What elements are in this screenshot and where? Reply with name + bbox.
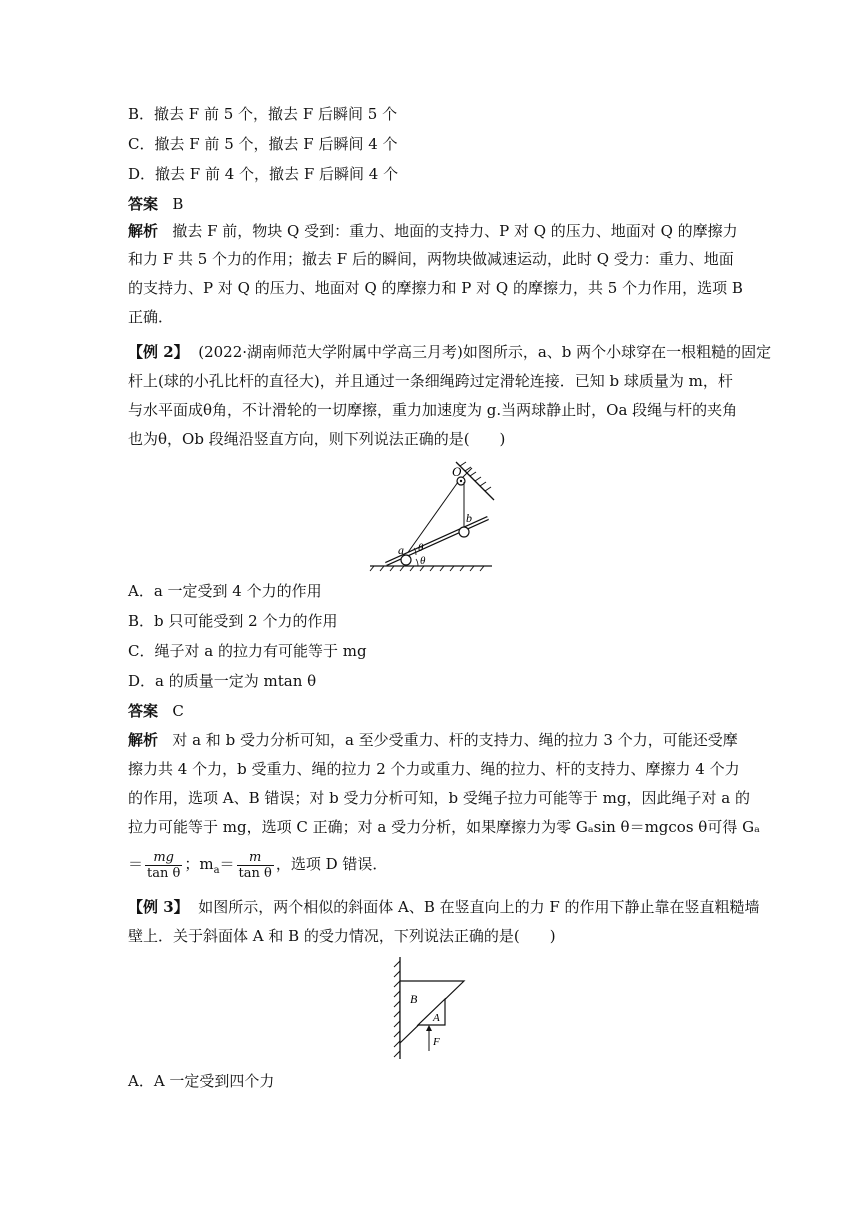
example-2-line-3: 与水平面成θ角，不计滑轮的一切摩擦，重力加速度为 g.当两球静止时，Oa 段绳与杆的夹角 xyxy=(128,401,738,419)
fraction-denominator-2: tan θ xyxy=(238,865,272,881)
formula-separator: ；m xyxy=(184,855,214,873)
fraction-numerator: mg xyxy=(145,850,182,866)
answer-row xyxy=(128,194,183,214)
label-f-force: F xyxy=(433,1036,440,1048)
example-3-text: 如图所示，两个相似的斜面体 A、B 在竖直向上的力 F 的作用下静止靠在竖直粗糙墙 xyxy=(198,898,760,916)
option-d: D．撤去 F 前 4 个，撤去 F 后瞬间 4 个 xyxy=(128,165,399,183)
label-theta-rope: θ xyxy=(418,542,424,554)
ex2-option-c: C．绳子对 a 的拉力有可能等于 mg xyxy=(128,642,367,660)
option-b: B．撤去 F 前 5 个，撤去 F 后瞬间 5 个 xyxy=(128,105,398,123)
analysis-label: 解析 xyxy=(128,222,159,240)
label-theta-ground: θ xyxy=(420,555,426,567)
fraction-m-tan xyxy=(237,850,274,881)
analysis-line-1 xyxy=(128,221,738,241)
ex2-analysis-line-1 xyxy=(128,730,738,750)
example-3-line-1 xyxy=(128,897,760,917)
fraction-mg-tan xyxy=(145,850,182,881)
ex2-analysis-line-4: 拉力可能等于 mg，选项 C 正确；对 a 受力分析，如果摩擦力为零 Gₐsin θ＝mgcos θ可得 Gₐ xyxy=(128,818,760,836)
formula-tail: ，选项 D 错误． xyxy=(275,855,388,873)
ex2-option-d: D．a 的质量一定为 mtan θ xyxy=(128,672,317,690)
formula-equals-2: ＝ xyxy=(219,855,235,873)
ex2-analysis-label: 解析 xyxy=(128,731,159,749)
fraction-numerator-2: m xyxy=(237,850,274,866)
label-o: O xyxy=(452,464,462,479)
example-2-label: 【例 2】 xyxy=(128,343,189,361)
example-3-label: 【例 3】 xyxy=(128,898,189,916)
example-2-line-4: 也为θ，Ob 段绳沿竖直方向，则下列说法正确的是( ) xyxy=(128,430,506,448)
example-2-line-1 xyxy=(128,342,771,362)
label-a-wedge: A xyxy=(433,1012,440,1024)
analysis-line-2: 和力 F 共 5 个力的作用；撤去 F 后的瞬间，两物块做减速运动，此时 Q 受力：重力、地面 xyxy=(128,250,734,268)
analysis-line-4: 正确． xyxy=(128,308,174,326)
ex2-analysis-text: 对 a 和 b 受力分析可知，a 至少受重力、杆的支持力、绳的拉力 3 个力，可能还受摩 xyxy=(172,731,738,749)
wedge-wall-figure xyxy=(390,955,470,1063)
ex2-answer-row xyxy=(128,701,184,721)
ex2-analysis-line-2: 擦力共 4 个力，b 受重力、绳的拉力 2 个力或重力、绳的拉力、杆的支持力、摩擦力 4 个力 xyxy=(128,760,740,778)
ex2-answer-value: C xyxy=(172,702,184,720)
answer-label: 答案 xyxy=(128,195,159,213)
formula-subscript: a xyxy=(213,865,220,876)
pulley-rod-figure xyxy=(366,460,496,575)
analysis-text: 撤去 F 前，物块 Q 受到：重力、地面的支持力、P 对 Q 的压力、地面对 Q 的摩擦力 xyxy=(172,222,738,240)
example-2-text: (2022·湖南师范大学附属中学高三月考)如图所示，a、b 两个小球穿在一根粗糙的固定 xyxy=(198,343,772,361)
answer-value: B xyxy=(172,195,184,213)
label-b-wedge: B xyxy=(410,992,418,1006)
label-a: a xyxy=(398,543,404,557)
ex2-option-b: B．b 只可能受到 2 个力的作用 xyxy=(128,612,338,630)
ex2-analysis-line-3: 的作用，选项 A、B 错误；对 b 受力分析可知，b 受绳子拉力可能等于 mg，因此绳子对 a 的 xyxy=(128,789,750,807)
example-3-line-2: 壁上．关于斜面体 A 和 B 的受力情况，下列说法正确的是( ) xyxy=(128,927,556,945)
ex2-option-a: A．a 一定受到 4 个力的作用 xyxy=(128,582,322,600)
ex3-option-a: A．A 一定受到四个力 xyxy=(128,1072,275,1090)
ex2-answer-label: 答案 xyxy=(128,702,159,720)
option-c: C．撤去 F 前 5 个，撤去 F 后瞬间 4 个 xyxy=(128,135,398,153)
label-b: b xyxy=(466,511,472,525)
formula-equals: ＝ xyxy=(128,855,144,873)
fraction-denominator: tan θ xyxy=(147,865,181,881)
ex2-formula-line xyxy=(128,848,387,887)
example-2-line-2: 杆上(球的小孔比杆的直径大)，并且通过一条细绳跨过定滑轮连接．已知 b 球质量为 m，杆 xyxy=(128,372,733,390)
analysis-line-3: 的支持力、P 对 Q 的压力、地面对 Q 的摩擦力和 P 对 Q 的摩擦力，共 5 个力作用，选项 B xyxy=(128,279,743,297)
